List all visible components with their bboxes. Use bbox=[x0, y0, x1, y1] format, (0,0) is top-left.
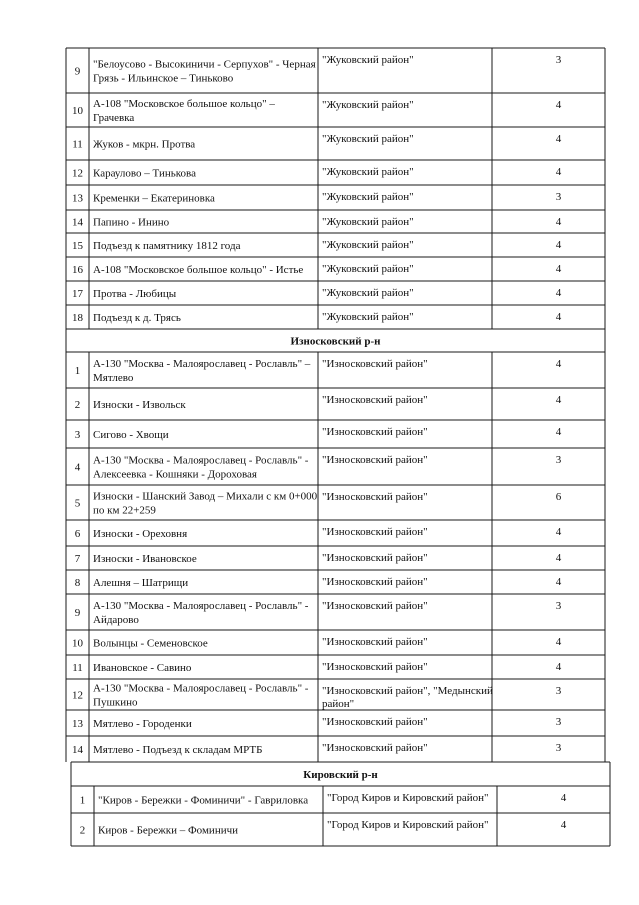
road-name-cell: "Белоусово - Высокиничи - Серпухов" - Черная bbox=[93, 58, 316, 71]
district-cell: "Жуковский район" bbox=[322, 311, 414, 323]
district-cell: "Износковский район" bbox=[322, 576, 428, 588]
district-cell: "Жуковский район" bbox=[322, 133, 414, 145]
row-number: 12 bbox=[72, 689, 83, 702]
row-number: 2 bbox=[79, 824, 86, 837]
road-name-cell: А-130 "Москва - Малоярославец - Рославль" - bbox=[93, 600, 309, 612]
row-number: 9 bbox=[74, 607, 81, 619]
road-name-cell: А-130 "Москва - Малоярославец - Рославль" – bbox=[93, 358, 311, 370]
category-value-cell: 3 bbox=[555, 454, 562, 466]
road-name-cell: Подъезд к памятнику 1812 года bbox=[93, 240, 241, 252]
district-cell: "Износковский район" bbox=[322, 661, 428, 673]
category-value-cell: 3 bbox=[555, 600, 562, 612]
district-cell: "Износковский район" bbox=[322, 526, 428, 538]
row-number: 17 bbox=[72, 288, 83, 300]
district-cell: "Износковский район" bbox=[322, 491, 428, 503]
district-cell: "Износковский район" bbox=[322, 636, 428, 648]
row-number: 6 bbox=[74, 528, 81, 540]
road-name-cell: Пушкино bbox=[93, 696, 138, 709]
category-value-cell: 4 bbox=[555, 166, 562, 178]
district-cell: "Жуковский район" bbox=[322, 99, 414, 111]
row-number: 18 bbox=[72, 312, 83, 324]
category-value-cell: 4 bbox=[555, 426, 562, 438]
category-value-cell: 4 bbox=[555, 133, 562, 145]
row-number: 9 bbox=[74, 65, 81, 78]
category-value-cell: 4 bbox=[555, 576, 562, 588]
row-number: 1 bbox=[74, 365, 81, 377]
category-value-cell: 6 bbox=[555, 491, 562, 503]
road-name-cell: Износки - Извольск bbox=[93, 399, 186, 411]
road-name-cell: Износки - Шанский Завод – Михали с км 0+000 bbox=[93, 490, 318, 503]
row-number: 7 bbox=[74, 553, 81, 565]
row-number: 5 bbox=[74, 497, 81, 510]
district-cell: район" bbox=[322, 698, 355, 710]
road-name-cell: Жуков - мкрн. Протва bbox=[93, 138, 196, 151]
road-name-cell: "Киров - Бережки - Фоминичи" - Гавриловка bbox=[98, 794, 309, 807]
district-cell: "Износковский район" bbox=[322, 716, 428, 728]
category-value-cell: 4 bbox=[555, 394, 562, 406]
row-number: 10 bbox=[72, 105, 83, 117]
category-value-cell: 4 bbox=[560, 819, 567, 831]
road-name-cell: Подъезд к д. Трясь bbox=[93, 312, 181, 324]
road-name-cell: Протва - Любицы bbox=[93, 288, 177, 300]
district-cell: "Город Киров и Кировский район" bbox=[327, 792, 489, 804]
category-value-cell: 4 bbox=[555, 263, 562, 275]
row-number: 12 bbox=[72, 167, 83, 180]
category-value-cell: 4 bbox=[555, 526, 562, 538]
road-name-cell: Алексеевка - Кошняки - Дороховая bbox=[93, 468, 257, 481]
road-name-cell: Волынцы - Семеновское bbox=[93, 637, 208, 650]
road-name-cell: А-108 "Московское большое кольцо" - Истье bbox=[93, 264, 304, 276]
row-number: 16 bbox=[72, 264, 83, 276]
category-value-cell: 4 bbox=[560, 792, 567, 804]
category-value-cell: 4 bbox=[555, 239, 562, 251]
row-number: 11 bbox=[72, 662, 83, 674]
row-number: 8 bbox=[74, 577, 81, 589]
road-name-cell: Сигово - Хвощи bbox=[93, 429, 169, 441]
district-cell: "Износковский район" bbox=[322, 358, 428, 370]
category-value-cell: 3 bbox=[555, 685, 562, 697]
district-cell: "Износковский район" bbox=[322, 742, 428, 754]
category-value-cell: 4 bbox=[555, 99, 562, 111]
district-cell: "Жуковский район" bbox=[322, 263, 414, 275]
district-cell: "Износковский район" bbox=[322, 600, 428, 612]
road-name-cell: Караулово – Тинькова bbox=[93, 167, 196, 180]
row-number: 14 bbox=[72, 744, 83, 756]
district-cell: "Жуковский район" bbox=[322, 191, 414, 203]
road-name-cell: Кременки – Екатериновка bbox=[93, 192, 215, 205]
category-value-cell: 3 bbox=[555, 716, 562, 728]
road-name-cell: А-130 "Москва - Малоярославец - Рославль" - bbox=[93, 682, 309, 695]
category-value-cell: 4 bbox=[555, 358, 562, 370]
road-name-cell: Мятлево - Городенки bbox=[93, 718, 192, 730]
road-name-cell: Мятлево bbox=[93, 372, 134, 384]
district-cell: "Износковский район" bbox=[322, 454, 428, 466]
row-number: 2 bbox=[74, 399, 81, 411]
row-number: 3 bbox=[74, 429, 81, 441]
district-cell: "Жуковский район" bbox=[322, 216, 414, 228]
district-cell: "Износковский район", "Медынский bbox=[322, 685, 493, 697]
row-number: 13 bbox=[72, 192, 83, 205]
road-name-cell: Ивановское - Савино bbox=[93, 662, 192, 674]
row-number: 1 bbox=[79, 794, 86, 807]
category-value-cell: 3 bbox=[555, 191, 562, 203]
row-number: 13 bbox=[72, 718, 83, 730]
road-name-cell: Мятлево - Подъезд к складам МРТБ bbox=[93, 744, 263, 756]
road-name-cell: А-130 "Москва - Малоярославец - Рославль" - bbox=[93, 454, 309, 467]
category-value-cell: 4 bbox=[555, 636, 562, 648]
road-name-cell: Грязь - Ильинское – Тиньково bbox=[93, 72, 234, 85]
section-header: Кировский р-н bbox=[303, 769, 378, 781]
district-cell: "Жуковский район" bbox=[322, 239, 414, 251]
category-value-cell: 4 bbox=[555, 287, 562, 299]
road-name-cell: Папино - Инино bbox=[93, 216, 170, 229]
category-value-cell: 3 bbox=[555, 54, 562, 66]
road-name-cell: Грачевка bbox=[93, 112, 135, 124]
district-cell: "Жуковский район" bbox=[322, 166, 414, 178]
road-name-cell: Износки - Ивановское bbox=[93, 553, 197, 565]
district-cell: "Износковский район" bbox=[322, 394, 428, 406]
district-cell: "Жуковский район" bbox=[322, 287, 414, 299]
district-cell: "Износковский район" bbox=[322, 552, 428, 564]
row-number: 11 bbox=[72, 138, 83, 151]
road-name-cell: Износки - Ореховня bbox=[93, 528, 188, 540]
road-name-cell: Айдарово bbox=[93, 614, 139, 626]
row-number: 15 bbox=[72, 240, 83, 252]
row-number: 14 bbox=[72, 216, 83, 229]
road-name-cell: Киров - Бережки – Фоминичи bbox=[98, 824, 239, 837]
road-name-cell: А-108 "Московское большое кольцо" – bbox=[93, 98, 275, 110]
row-number: 4 bbox=[74, 461, 81, 474]
category-value-cell: 4 bbox=[555, 661, 562, 673]
row-number: 10 bbox=[72, 637, 83, 650]
category-value-cell: 4 bbox=[555, 216, 562, 228]
district-cell: "Износковский район" bbox=[322, 426, 428, 438]
category-value-cell: 4 bbox=[555, 311, 562, 323]
road-name-cell: Алешня – Шатрищи bbox=[93, 577, 189, 589]
district-cell: "Город Киров и Кировский район" bbox=[327, 819, 489, 831]
road-name-cell: по км 22+259 bbox=[93, 504, 156, 517]
section-header: Износковский р-н bbox=[290, 335, 381, 348]
category-value-cell: 3 bbox=[555, 742, 562, 754]
district-cell: "Жуковский район" bbox=[322, 54, 414, 66]
category-value-cell: 4 bbox=[555, 552, 562, 564]
